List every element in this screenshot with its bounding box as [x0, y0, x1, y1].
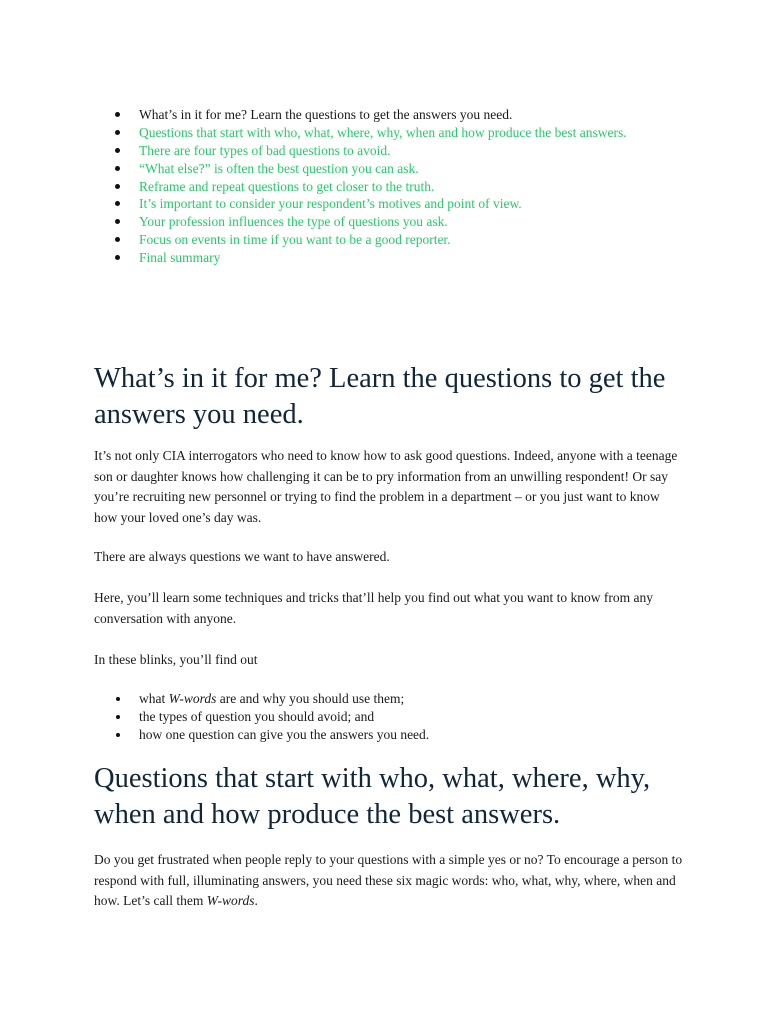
- toc-item-label: There are four types of bad questions to avoid.: [139, 142, 391, 158]
- toc-item-profession[interactable]: [94, 213, 694, 231]
- list-item: [94, 690, 684, 708]
- toc-item-label: What’s in it for me? Learn the questions to get the answers you need.: [139, 107, 513, 122]
- blinks-list: [94, 690, 684, 744]
- paragraph-text: Do you get frustrated when people reply to your questions with a simple yes or no? To encourage a person to respond with full, illuminating answers, you need these six magic words: who, what, why, where, when and how. Let’s call them: [94, 852, 683, 908]
- toc-item-label: “What else?” is often the best question you can ask.: [139, 160, 419, 176]
- toc-item-label: Your profession influences the type of questions you ask.: [139, 214, 448, 230]
- toc-item-label: Focus on events in time if you want to be a good reporter.: [139, 232, 451, 248]
- section1-paragraph-4: In these blinks, you’ll find out: [94, 652, 258, 667]
- bullet-icon: [115, 130, 120, 135]
- toc-item-label: Reframe and repeat questions to get closer to the truth.: [139, 178, 435, 194]
- paragraph-end: .: [254, 893, 258, 908]
- bullet-icon: [115, 184, 120, 189]
- toc-item-w-questions[interactable]: [94, 124, 694, 142]
- toc-item-reframe[interactable]: [94, 178, 694, 196]
- bullet-icon: [116, 733, 120, 737]
- table-of-contents: [94, 106, 694, 267]
- bullet-icon: [115, 166, 120, 171]
- toc-item-reporter[interactable]: [94, 231, 694, 249]
- toc-item-whats-in-it[interactable]: [94, 106, 694, 124]
- list-item-prefix: what: [139, 691, 169, 706]
- toc-item-label: Questions that start with who, what, where, why, when and how produce the best answers.: [139, 124, 627, 140]
- section-heading-w-questions: Questions that start with who, what, where, why, when and how produce the best answers.: [94, 763, 651, 830]
- bullet-icon: [115, 201, 120, 206]
- list-item: [94, 726, 684, 744]
- bullet-icon: [115, 148, 120, 153]
- list-item-label: the types of question you should avoid; and: [139, 709, 375, 724]
- paragraph-emphasis: W-words: [206, 893, 255, 908]
- list-item-label: how one question can give you the answers you need.: [139, 727, 430, 742]
- toc-item-label: Final summary: [139, 250, 221, 266]
- section2-paragraph-1: [94, 850, 684, 912]
- toc-item-bad-questions[interactable]: [94, 142, 694, 160]
- toc-item-final-summary[interactable]: [94, 249, 694, 267]
- bullet-icon: [115, 255, 120, 260]
- toc-item-label: It’s important to consider your respondent’s motives and point of view.: [139, 196, 522, 212]
- bullet-icon: [115, 112, 120, 117]
- section-heading-whats-in-it: What’s in it for me? Learn the questions to get the answers you need.: [94, 363, 666, 430]
- toc-item-what-else[interactable]: [94, 160, 694, 178]
- section1-paragraph-3: Here, you’ll learn some techniques and tricks that’ll help you find out what you want to know from any conversation with anyone.: [94, 590, 653, 626]
- section1-paragraph-1: It’s not only CIA interrogators who need to know how to ask good questions. Indeed, anyone with a teenage son or daughter knows how challenging it can be to pry information from an unwilling respondent! Or say you’re recruiting new personnel or trying to find the problem in a department – or you just want to know how your loved one’s day was.: [94, 448, 678, 525]
- list-item-emphasis: W-words: [168, 691, 217, 706]
- list-item: [94, 708, 684, 726]
- toc-item-motives[interactable]: [94, 195, 694, 213]
- bullet-icon: [116, 715, 120, 719]
- section1-paragraph-2: There are always questions we want to have answered.: [94, 549, 390, 564]
- bullet-icon: [115, 219, 120, 224]
- bullet-icon: [115, 237, 120, 242]
- list-item-suffix: are and why you should use them;: [216, 691, 405, 706]
- bullet-icon: [116, 697, 120, 701]
